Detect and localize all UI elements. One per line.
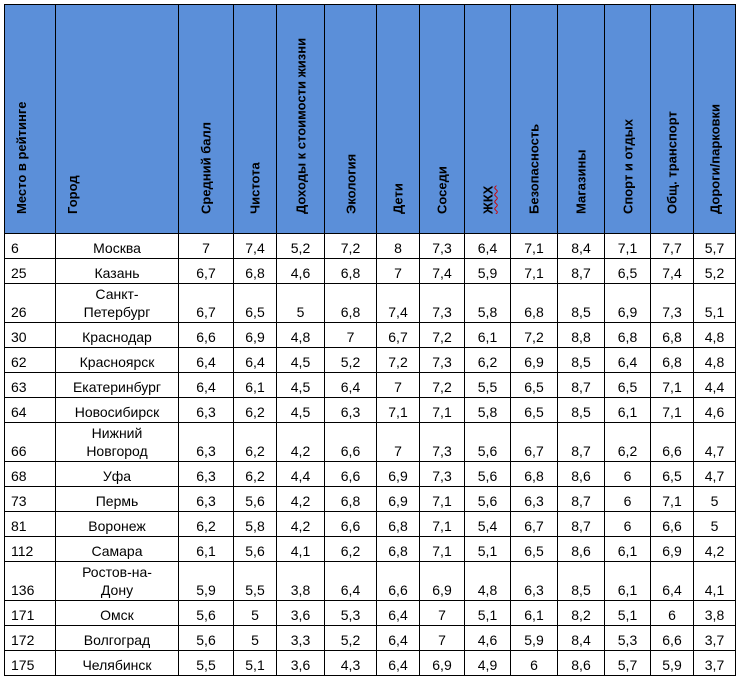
ecology-cell: 6,4 [325,373,377,398]
neighbors-cell: 7,2 [420,323,465,348]
avg-score-cell: 5,9 [179,562,234,601]
table-row [5,234,736,259]
housing-cell: 5,1 [465,601,511,626]
city-cell: Казань [56,259,179,284]
shops-cell: 8,6 [558,651,605,676]
roads-cell: 4,6 [694,398,736,423]
city-cell: Санкт- Петербург [56,284,179,323]
city-cell: Пермь [56,487,179,512]
shops-cell: 8,5 [558,348,605,373]
sport-cell: 6,5 [605,373,651,398]
rank-cell: 64 [5,398,56,423]
sport-cell: 6,1 [605,537,651,562]
ecology-cell: 7 [325,323,377,348]
income-cell: 4,4 [277,462,325,487]
avg-score-cell: 6,4 [179,373,234,398]
rank-cell: 73 [5,487,56,512]
neighbors-cell: 6,9 [420,651,465,676]
transport-cell: 6,5 [651,462,694,487]
neighbors-cell: 7,4 [420,259,465,284]
table-row [5,651,736,676]
rank-cell: 63 [5,373,56,398]
rank-cell: 68 [5,462,56,487]
city-cell: Уфа [56,462,179,487]
housing-cell: 5,5 [465,373,511,398]
children-cell: 7,1 [377,398,420,423]
transport-cell: 7,1 [651,398,694,423]
table-row [5,348,736,373]
income-cell: 4,1 [277,537,325,562]
shops-cell: 8,5 [558,398,605,423]
roads-cell: 5,2 [694,259,736,284]
shops-cell: 8,7 [558,259,605,284]
header-safety-label: Безопасность [526,123,542,214]
rank-cell: 62 [5,348,56,373]
header-avg-score [179,5,234,234]
safety-cell: 6,5 [511,373,558,398]
transport-cell: 7,1 [651,487,694,512]
income-cell: 4,2 [277,512,325,537]
table-row [5,423,736,462]
ecology-cell: 7,2 [325,234,377,259]
avg-score-cell: 6,3 [179,462,234,487]
roads-cell: 3,7 [694,651,736,676]
city-cell: Екатеринбург [56,373,179,398]
safety-cell: 6,7 [511,423,558,462]
cleanliness-cell: 5,6 [234,487,277,512]
header-neighbors [420,5,465,234]
ecology-cell: 6,6 [325,512,377,537]
neighbors-cell: 7 [420,626,465,651]
safety-cell: 6,5 [511,398,558,423]
shops-cell: 8,5 [558,284,605,323]
avg-score-cell: 5,5 [179,651,234,676]
neighbors-cell: 7,1 [420,537,465,562]
header-income-to-cost [277,5,325,234]
income-cell: 3,6 [277,651,325,676]
income-cell: 4,6 [277,259,325,284]
housing-cell: 5,8 [465,284,511,323]
sport-cell: 6 [605,487,651,512]
housing-cell: 6,2 [465,348,511,373]
income-cell: 4,5 [277,373,325,398]
income-cell: 4,2 [277,487,325,512]
rank-cell: 25 [5,259,56,284]
safety-cell: 5,9 [511,626,558,651]
housing-cell: 4,8 [465,562,511,601]
rank-cell: 6 [5,234,56,259]
children-cell: 6,4 [377,601,420,626]
ecology-cell: 6,2 [325,537,377,562]
shops-cell: 8,6 [558,462,605,487]
children-cell: 6,8 [377,512,420,537]
children-cell: 6,4 [377,651,420,676]
avg-score-cell: 6,2 [179,512,234,537]
table-row [5,284,736,323]
header-row [5,5,736,234]
cleanliness-cell: 5,6 [234,537,277,562]
income-cell: 4,8 [277,323,325,348]
city-cell: Челябинск [56,651,179,676]
roads-cell: 4,7 [694,462,736,487]
safety-cell: 6,8 [511,284,558,323]
cleanliness-cell: 5 [234,626,277,651]
shops-cell: 8,8 [558,323,605,348]
income-cell: 3,6 [277,601,325,626]
avg-score-cell: 6,3 [179,487,234,512]
header-sport-leisure-label: Спорт и отдых [620,119,635,214]
header-income-to-cost-label: Доходы к стоимости жизни [293,37,308,214]
sport-cell: 6 [605,512,651,537]
housing-cell: 5,9 [465,259,511,284]
children-cell: 6,9 [377,487,420,512]
ecology-cell: 6,3 [325,398,377,423]
city-cell: Воронеж [56,512,179,537]
income-cell: 4,5 [277,348,325,373]
roads-cell: 3,8 [694,601,736,626]
roads-cell: 5,7 [694,234,736,259]
roads-cell: 4,2 [694,537,736,562]
avg-score-cell: 6,3 [179,423,234,462]
avg-score-cell: 6,7 [179,284,234,323]
roads-cell: 4,8 [694,323,736,348]
cleanliness-cell: 6,9 [234,323,277,348]
housing-cell: 5,6 [465,462,511,487]
rank-cell: 172 [5,626,56,651]
header-rank-label: Место в рейтинге [14,101,29,214]
rank-cell: 30 [5,323,56,348]
ecology-cell: 6,6 [325,462,377,487]
cleanliness-cell: 5,8 [234,512,277,537]
roads-cell: 3,7 [694,626,736,651]
rank-cell: 26 [5,284,56,323]
rank-cell: 81 [5,512,56,537]
children-cell: 7 [377,423,420,462]
ecology-cell: 4,3 [325,651,377,676]
table-row [5,398,736,423]
roads-cell: 4,4 [694,373,736,398]
transport-cell: 6,8 [651,348,694,373]
cleanliness-cell: 6,8 [234,259,277,284]
safety-cell: 6,9 [511,348,558,373]
table-row [5,537,736,562]
table-row [5,601,736,626]
table-row [5,259,736,284]
roads-cell: 5,1 [694,284,736,323]
sport-cell: 6,5 [605,259,651,284]
avg-score-cell: 6,6 [179,323,234,348]
roads-cell: 5 [694,512,736,537]
sport-cell: 7,1 [605,234,651,259]
children-cell: 6,8 [377,537,420,562]
safety-cell: 7,2 [511,323,558,348]
shops-cell: 8,6 [558,537,605,562]
children-cell: 7,2 [377,348,420,373]
housing-cell: 6,4 [465,234,511,259]
header-city [56,5,179,234]
table-row [5,323,736,348]
neighbors-cell: 7,1 [420,398,465,423]
header-rank [5,5,56,234]
header-children-label: Дети [390,183,406,214]
cleanliness-cell: 6,2 [234,462,277,487]
sport-cell: 5,3 [605,626,651,651]
shops-cell: 8,4 [558,234,605,259]
safety-cell: 6 [511,651,558,676]
city-cell: Волгоград [56,626,179,651]
housing-cell: 6,1 [465,323,511,348]
neighbors-cell: 7,2 [420,373,465,398]
header-sport-leisure [605,5,651,234]
safety-cell: 6,7 [511,512,558,537]
ecology-cell: 5,2 [325,626,377,651]
sport-cell: 6,4 [605,348,651,373]
safety-cell: 6,5 [511,537,558,562]
safety-cell: 6,1 [511,601,558,626]
transport-cell: 7,7 [651,234,694,259]
table-row [5,626,736,651]
neighbors-cell: 6,9 [420,562,465,601]
shops-cell: 8,7 [558,423,605,462]
roads-cell: 4,1 [694,562,736,601]
city-cell: Красноярск [56,348,179,373]
children-cell: 6,4 [377,626,420,651]
city-cell: Ростов-на- Дону [56,562,179,601]
header-avg-score-label: Средний балл [198,121,214,214]
transport-cell: 6,6 [651,626,694,651]
city-cell: Краснодар [56,323,179,348]
ecology-cell: 6,8 [325,259,377,284]
header-housing-utilities [465,5,511,234]
cleanliness-cell: 6,2 [234,398,277,423]
safety-cell: 7,1 [511,234,558,259]
housing-cell: 5,6 [465,423,511,462]
neighbors-cell: 7,3 [420,348,465,373]
ecology-cell: 5,2 [325,348,377,373]
safety-cell: 7,1 [511,259,558,284]
avg-score-cell: 5,6 [179,626,234,651]
sport-cell: 6,1 [605,562,651,601]
children-cell: 8 [377,234,420,259]
transport-cell: 5,9 [651,651,694,676]
neighbors-cell: 7,1 [420,512,465,537]
ecology-cell: 6,4 [325,562,377,601]
income-cell: 5 [277,284,325,323]
cleanliness-cell: 5,1 [234,651,277,676]
sport-cell: 6,1 [605,398,651,423]
income-cell: 3,8 [277,562,325,601]
neighbors-cell: 7,3 [420,284,465,323]
cleanliness-cell: 6,5 [234,284,277,323]
ecology-cell: 6,8 [325,284,377,323]
neighbors-cell: 7,3 [420,423,465,462]
table-row [5,373,736,398]
cleanliness-cell: 7,4 [234,234,277,259]
housing-cell: 5,8 [465,398,511,423]
header-city-label: Город [65,175,80,214]
header-cleanliness [234,5,277,234]
roads-cell: 4,8 [694,348,736,373]
children-cell: 7 [377,373,420,398]
children-cell: 6,6 [377,562,420,601]
header-children [377,5,420,234]
table-row [5,487,736,512]
transport-cell: 6,6 [651,423,694,462]
transport-cell: 6,4 [651,562,694,601]
ecology-cell: 6,8 [325,487,377,512]
income-cell: 3,3 [277,626,325,651]
city-cell: Омск [56,601,179,626]
header-housing-utilities-label: ЖКХ [480,185,495,214]
rank-cell: 66 [5,423,56,462]
table-body [5,234,736,676]
avg-score-cell: 5,6 [179,601,234,626]
rank-cell: 112 [5,537,56,562]
cleanliness-cell: 6,4 [234,348,277,373]
ecology-cell: 6,6 [325,423,377,462]
rank-cell: 175 [5,651,56,676]
housing-cell: 5,6 [465,487,511,512]
safety-cell: 6,3 [511,562,558,601]
header-ecology-label: Экология [343,153,358,214]
children-cell: 7,4 [377,284,420,323]
sport-cell: 5,7 [605,651,651,676]
header-public-transport [651,5,694,234]
transport-cell: 7,3 [651,284,694,323]
safety-cell: 6,8 [511,462,558,487]
city-cell: Самара [56,537,179,562]
income-cell: 4,5 [277,398,325,423]
avg-score-cell: 6,7 [179,259,234,284]
header-ecology [325,5,377,234]
header-neighbors-label: Соседи [434,166,450,214]
neighbors-cell: 7 [420,601,465,626]
safety-cell: 6,3 [511,487,558,512]
sport-cell: 6,8 [605,323,651,348]
shops-cell: 8,4 [558,626,605,651]
transport-cell: 6,6 [651,512,694,537]
transport-cell: 7,4 [651,259,694,284]
avg-score-cell: 6,3 [179,398,234,423]
neighbors-cell: 7,1 [420,487,465,512]
income-cell: 5,2 [277,234,325,259]
header-shops-label: Магазины [573,149,589,214]
avg-score-cell: 7 [179,234,234,259]
transport-cell: 7,1 [651,373,694,398]
neighbors-cell: 7,3 [420,234,465,259]
sport-cell: 6 [605,462,651,487]
housing-cell: 5,1 [465,537,511,562]
cleanliness-cell: 6,2 [234,423,277,462]
housing-cell: 5,4 [465,512,511,537]
sport-cell: 6,2 [605,423,651,462]
children-cell: 6,7 [377,323,420,348]
table-row [5,462,736,487]
city-cell: Новосибирск [56,398,179,423]
children-cell: 7 [377,259,420,284]
neighbors-cell: 7,3 [420,462,465,487]
ecology-cell: 5,3 [325,601,377,626]
transport-cell: 6,9 [651,537,694,562]
rank-cell: 136 [5,562,56,601]
header-public-transport-label: Общ. транспорт [664,111,680,214]
transport-cell: 6,8 [651,323,694,348]
roads-cell: 4,7 [694,423,736,462]
table-row [5,562,736,601]
housing-cell: 4,6 [465,626,511,651]
header-safety [511,5,558,234]
cleanliness-cell: 5,5 [234,562,277,601]
cleanliness-cell: 6,1 [234,373,277,398]
shops-cell: 8,5 [558,562,605,601]
rank-cell: 171 [5,601,56,626]
housing-cell: 4,9 [465,651,511,676]
table-row [5,512,736,537]
header-roads-parking [694,5,736,234]
avg-score-cell: 6,4 [179,348,234,373]
children-cell: 6,9 [377,462,420,487]
header-cleanliness-label: Чистота [247,162,263,214]
income-cell: 4,2 [277,423,325,462]
city-cell: Нижний Новгород [56,423,179,462]
shops-cell: 8,7 [558,512,605,537]
avg-score-cell: 6,1 [179,537,234,562]
sport-cell: 6,9 [605,284,651,323]
cleanliness-cell: 5 [234,601,277,626]
shops-cell: 8,7 [558,373,605,398]
sport-cell: 5,1 [605,601,651,626]
header-roads-parking-label: Дороги/парковки [707,103,722,214]
transport-cell: 6 [651,601,694,626]
city-rating-table [4,4,736,676]
city-cell: Москва [56,234,179,259]
roads-cell: 5 [694,487,736,512]
shops-cell: 8,2 [558,601,605,626]
header-shops [558,5,605,234]
shops-cell: 8,7 [558,487,605,512]
